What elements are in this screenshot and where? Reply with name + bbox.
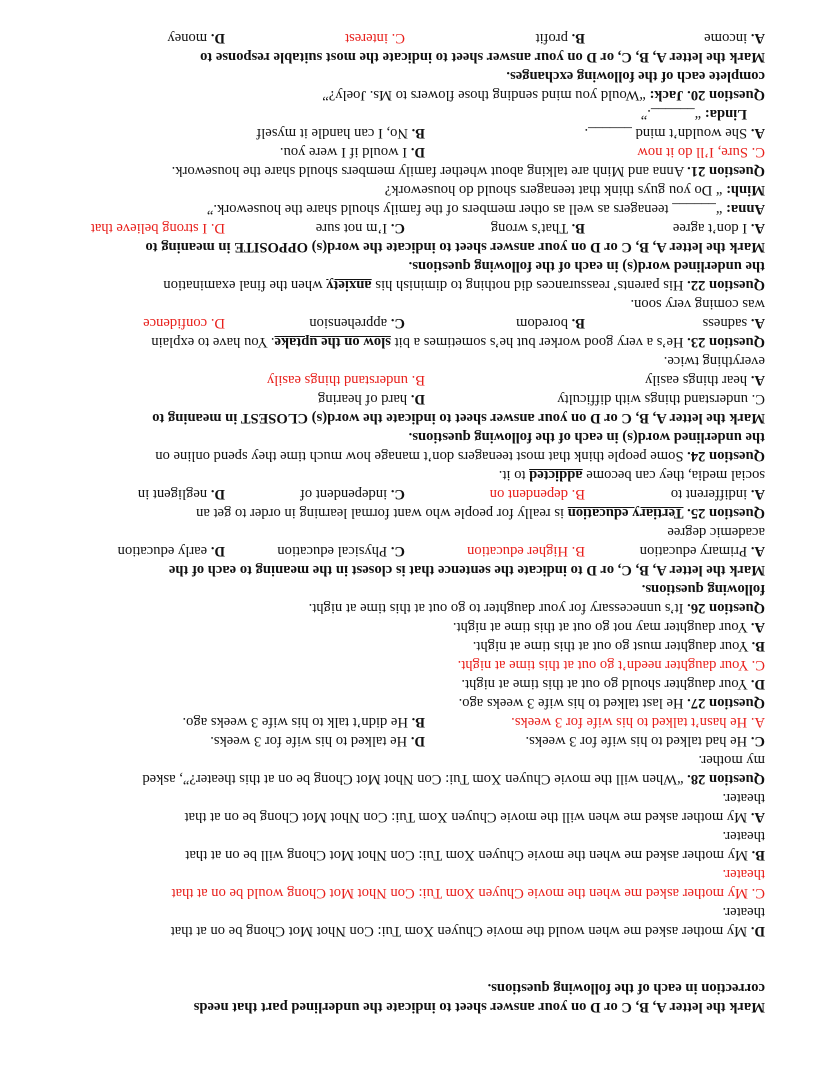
q28-option-d: D. My mother asked me when would the movie Chuyen Xom Tui: Con Nhot Mot Chong be on at that: [170, 923, 765, 939]
q24-option-d: D. negligent in: [137, 486, 225, 502]
section-header-error-line1: Mark the letter A, B, C or D on your answer sheet to indicate the underlined part that needs: [193, 999, 765, 1015]
q21-option-a: A. I don’t agree: [672, 220, 765, 236]
q25-options: [58, 541, 765, 560]
section-header-opposite-line1: Mark the letter A, B, C or D on your answer sheet to indicate the word(s) OPPOSITE in meaning to: [145, 239, 765, 255]
q24-stem-cont: social media, they can become addicted to it.: [498, 467, 765, 483]
q23-option-a: A. hear things easily: [645, 372, 765, 388]
q25-option-d: D. early education: [117, 543, 225, 559]
q22-option-d-answer: D. confidence: [143, 315, 225, 331]
q23-option-b-answer: B. understand things easily: [266, 372, 425, 388]
q20-stem: Question 20. Jack: “Would you mind sending those flowers to Ms. Joely?”: [322, 87, 765, 103]
q28-stem: Question 28. “When will the movie Chuyen Xom Tui: Con Nhot Mot Chong be on at this theater?”, asked: [142, 771, 765, 787]
q22-option-c: C. apprehension: [309, 315, 405, 331]
q22-options: [58, 313, 765, 332]
q20-option-d: D. I would if I were you.: [279, 144, 425, 160]
section-header-meaning-line2: following questions.: [641, 581, 765, 597]
q28-option-c-answer: C. My mother asked me when the movie Chuyen Xom Tui: Con Nhot Mot Chong would be on at that: [171, 885, 765, 901]
q22-option-b: B. boredom: [516, 315, 585, 331]
q27-option-d: D. He talked to his wife for 3 weeks.: [210, 733, 425, 749]
q20-options-ab: [58, 123, 765, 142]
q20-options-cd: [58, 142, 765, 161]
q28-option-b-cont: theater.: [722, 828, 765, 844]
q20-linda-line: Linda: “______.”: [640, 106, 747, 122]
q19-option-d: D. money: [167, 30, 225, 46]
section-header-meaning-line1: Mark the letter A, B, C, or D to indicate the sentence that is closest in the meaning to each of the: [168, 562, 765, 578]
q25-option-a: A. Primary education: [639, 543, 765, 559]
q19-options: [58, 28, 765, 47]
q28-option-a-cont: theater.: [722, 790, 765, 806]
q21-stem: Question 21. Anna and Minh are talking about whether family members should share the housework.: [171, 163, 765, 179]
q22-stem-cont: was coming very soon.: [630, 296, 765, 312]
q23-options-cd: [58, 389, 765, 408]
q24-stem: Question 24. Some people think that most teenagers don’t manage how much time they spend online on: [155, 448, 765, 464]
q26-option-c-answer: C. Your daughter needn’t go out at this time at night.: [457, 657, 765, 673]
q20-option-b: B. No, I can handle it myself: [256, 125, 425, 141]
q27-stem: Question 27. He last talked to his wife 3 weeks ago.: [458, 695, 765, 711]
q26-stem: Question 26. It’s unnecessary for your daughter to go out at this time at night.: [308, 600, 765, 616]
section-header-response-line1: complete each of the following exchanges.: [506, 68, 765, 84]
q23-stem: Question 23. He’s a very good worker but he’s sometimes a bit slow on the uptake. You have to explain: [151, 334, 765, 350]
q28-option-c-answer-cont: theater.: [722, 866, 765, 882]
q23-stem-cont: everything twice.: [663, 353, 765, 369]
section-header-closest-line1: Mark the letter A, B, C or D on your answer sheet to indicate the word(s) CLOSEST in meaning to: [152, 410, 765, 426]
q24-option-a: A. indifferent to: [670, 486, 765, 502]
q28-stem-cont: my mother.: [698, 752, 765, 768]
q21-anna-line: Anna: “______ teenagers as well as other members of the family should share the housework.”: [206, 201, 765, 217]
q24-option-b-answer: B. dependent on: [489, 486, 585, 502]
q19-option-c-answer: C. interest: [345, 30, 405, 46]
q28-option-a: A. My mother asked me when will the movie Chuyen Xom Tui: Con Nhot Mot Chong be on at that: [184, 809, 765, 825]
q22-stem: Question 22. His parents’ reassurances did nothing to diminish his anxiety when the final examination: [163, 277, 765, 293]
q25-option-c: C. Physical education: [277, 543, 405, 559]
q24-options: [58, 484, 765, 503]
section-header-opposite-line2: the underlined word(s) in each of the following questions.: [408, 258, 765, 274]
q28-option-d-cont: theater.: [722, 904, 765, 920]
q25-stem: Question 25. Tertiary education is really for people who want formal learning in order to get an: [196, 505, 765, 521]
section-header-response-line2: Mark the letter A, B, C, or D on your answer sheet to indicate the most suitable response to: [200, 49, 765, 65]
q24-option-c: C. independent of: [300, 486, 405, 502]
q20-option-a: A. She wouldn’t mind ______.: [584, 125, 765, 141]
q21-minh-line: Minh: “ Do you guys think that teenagers should do housework?: [384, 182, 765, 198]
q27-option-b: B. He didn’t talk to his wife 3 weeks ago.: [182, 714, 425, 730]
q22-option-a: A. sadness: [702, 315, 765, 331]
q19-option-a: A. income: [704, 30, 765, 46]
q23-option-d: D. hard of hearing: [318, 391, 425, 407]
section-header-error-line2: correction in each of the following questions.: [487, 980, 765, 996]
q27-option-a-answer: A. He hasn’t talked to his wife for 3 weeks.: [511, 714, 765, 730]
q28-option-b: B. My mother asked me when the movie Chuyen Xom Tui: Con Nhot Mot Chong will be on at that: [185, 847, 765, 863]
q25-stem-cont: academic degree: [667, 524, 765, 540]
q20-option-c-answer: C. Sure, I’ll do it now: [637, 144, 765, 160]
q21-option-c: C. I’m not sure: [315, 220, 405, 236]
q26-option-d: D. Your daughter should go out at this time at night.: [461, 676, 765, 692]
q25-option-b-answer: B. Higher education: [467, 543, 585, 559]
q23-option-c: C. understand things with difficulty: [557, 391, 765, 407]
section-header-closest-line2: the underlined word(s) in each of the following questions.: [408, 429, 765, 445]
q19-option-b: B. profit: [535, 30, 585, 46]
q27-options-cd: [58, 731, 765, 750]
q21-option-b: B. That’s wrong: [490, 220, 585, 236]
q27-option-c: C. He had talked to his wife for 3 weeks.: [525, 733, 765, 749]
q26-option-b: B. Your daughter must go out at this time at night.: [472, 638, 765, 654]
q21-options: [58, 218, 765, 237]
q27-options-ab: [58, 712, 765, 731]
q23-options-ab: [58, 370, 765, 389]
q26-option-a: A. Your daughter may not go out at this time at night.: [452, 619, 765, 635]
q21-option-d-answer: D. I strong believe that: [90, 220, 225, 236]
